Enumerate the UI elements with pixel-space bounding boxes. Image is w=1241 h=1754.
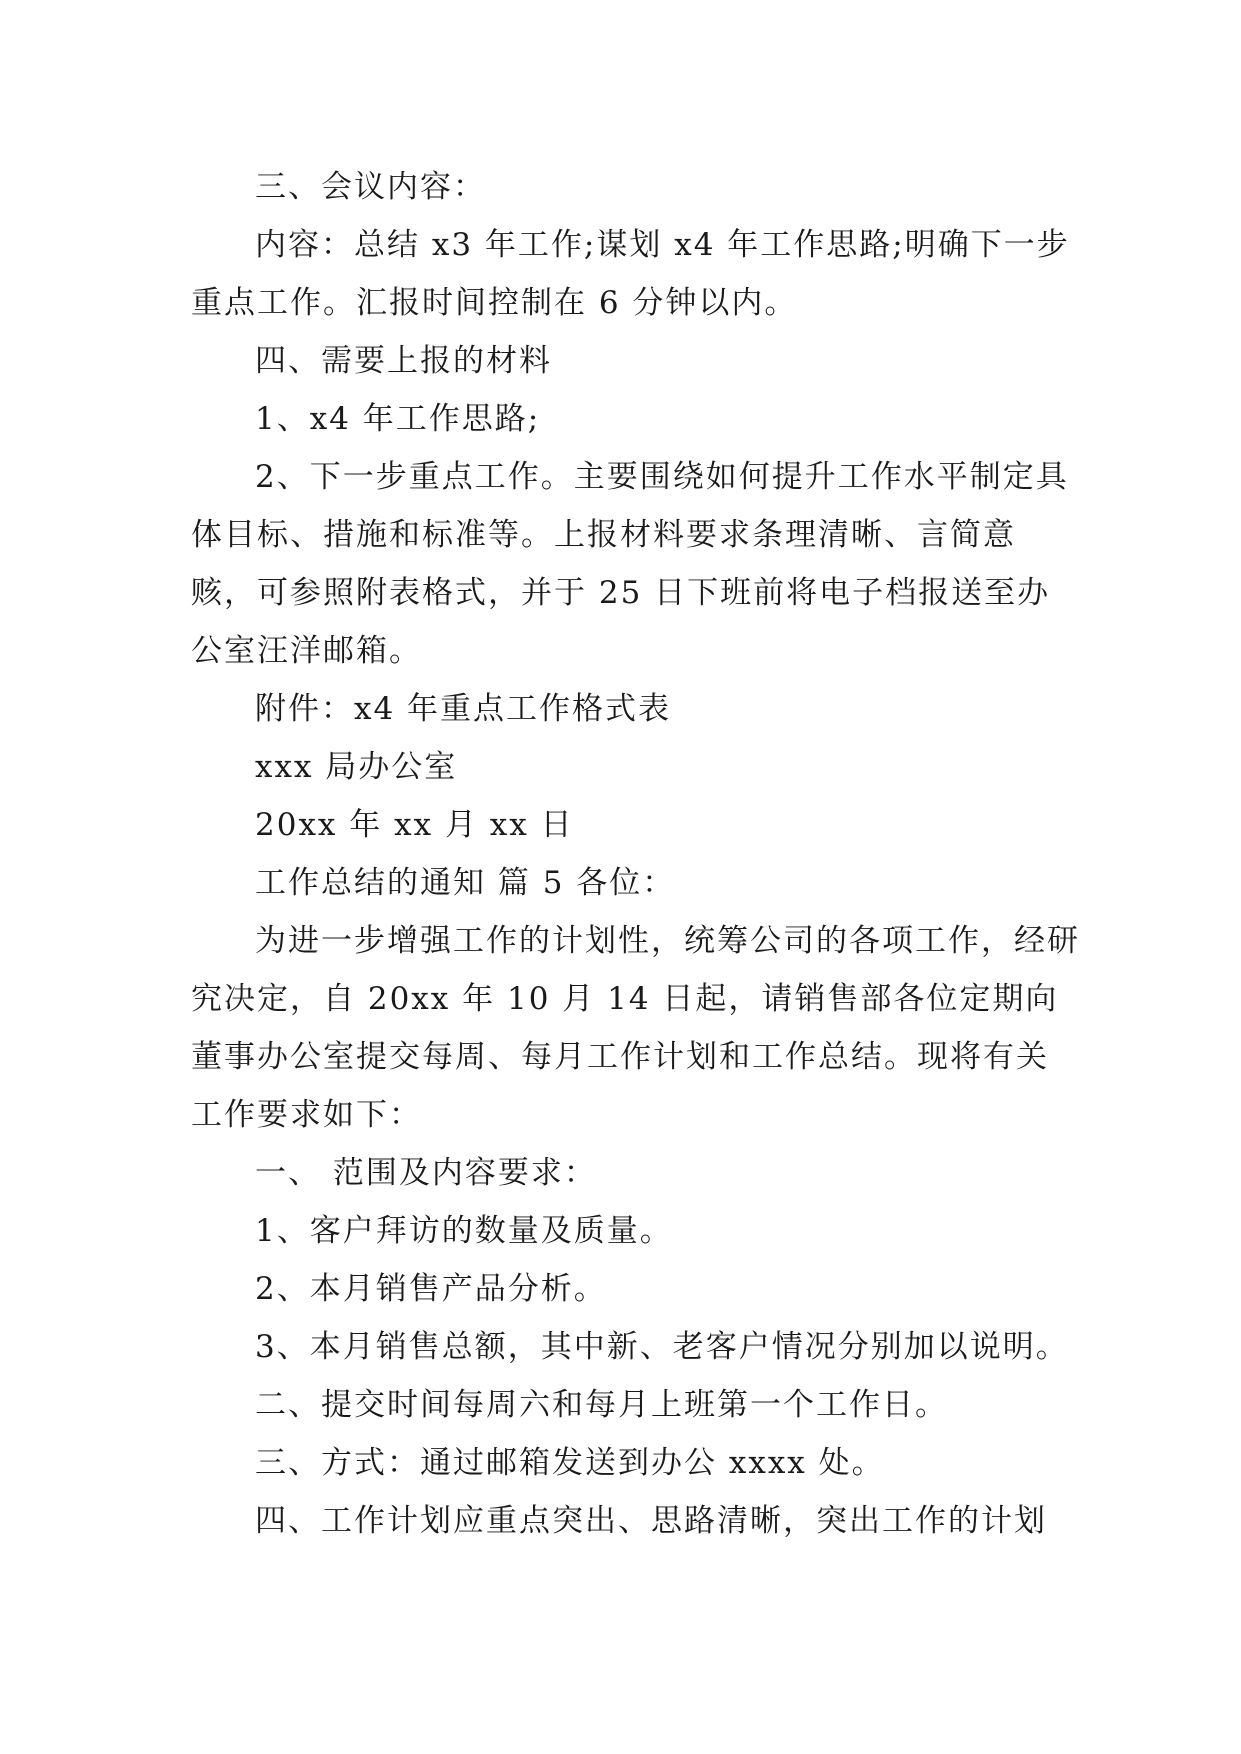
notice-title-line: 工作总结的通知 篇 5 各位： (255, 865, 676, 901)
list-item-work-ideas: 1、x4 年工作思路; (255, 401, 541, 437)
list-item-customer-visits: 1、客户拜访的数量及质量。 (255, 1213, 673, 1249)
section-heading-scope: 一、 范围及内容要求： (255, 1155, 597, 1191)
list-item-sales-total: 3、本月销售总额，其中新、老客户情况分别加以说明。 (255, 1329, 1069, 1365)
issuer-line: xxx 局办公室 (255, 749, 458, 785)
date-line: 20xx 年 xx 月 xx 日 (255, 807, 574, 843)
list-item-product-analysis: 2、本月销售产品分析。 (255, 1271, 607, 1307)
list-item-key-work: 2、下一步重点工作。主要围绕如何提升工作水平制定具体目标、措施和标准等。上报材料要求条理清晰、言简意赅，可参照附表格式，并于 25 日下班前将电子档报送至办公室汪洋邮箱。 (191, 459, 1069, 669)
section-heading-materials: 四、需要上报的材料 (255, 343, 552, 379)
section-heading-method: 三、方式：通过邮箱发送到办公 xxxx 处。 (255, 1445, 885, 1481)
section-heading-submit-time: 二、提交时间每周六和每月上班第一个工作日。 (255, 1387, 948, 1423)
section-heading-plan-requirements: 四、工作计划应重点突出、思路清晰，突出工作的计划 (255, 1503, 1047, 1539)
paragraph-meeting-content: 内容：总结 x3 年工作;谋划 x4 年工作思路;明确下一步重点工作。汇报时间控制在 6 分钟以内。 (191, 227, 1070, 321)
attachment-line: 附件：x4 年重点工作格式表 (255, 691, 672, 727)
paragraph-notice-intro: 为进一步增强工作的计划性，统筹公司的各项工作，经研究决定，自 20xx 年 10 月 14 日起，请销售部各位定期向董事办公室提交每周、每月工作计划和工作总结。现将有关工作要求如下： (191, 923, 1080, 1133)
document-body (191, 158, 1081, 1550)
section-heading-meeting-content: 三、会议内容： (255, 169, 486, 205)
